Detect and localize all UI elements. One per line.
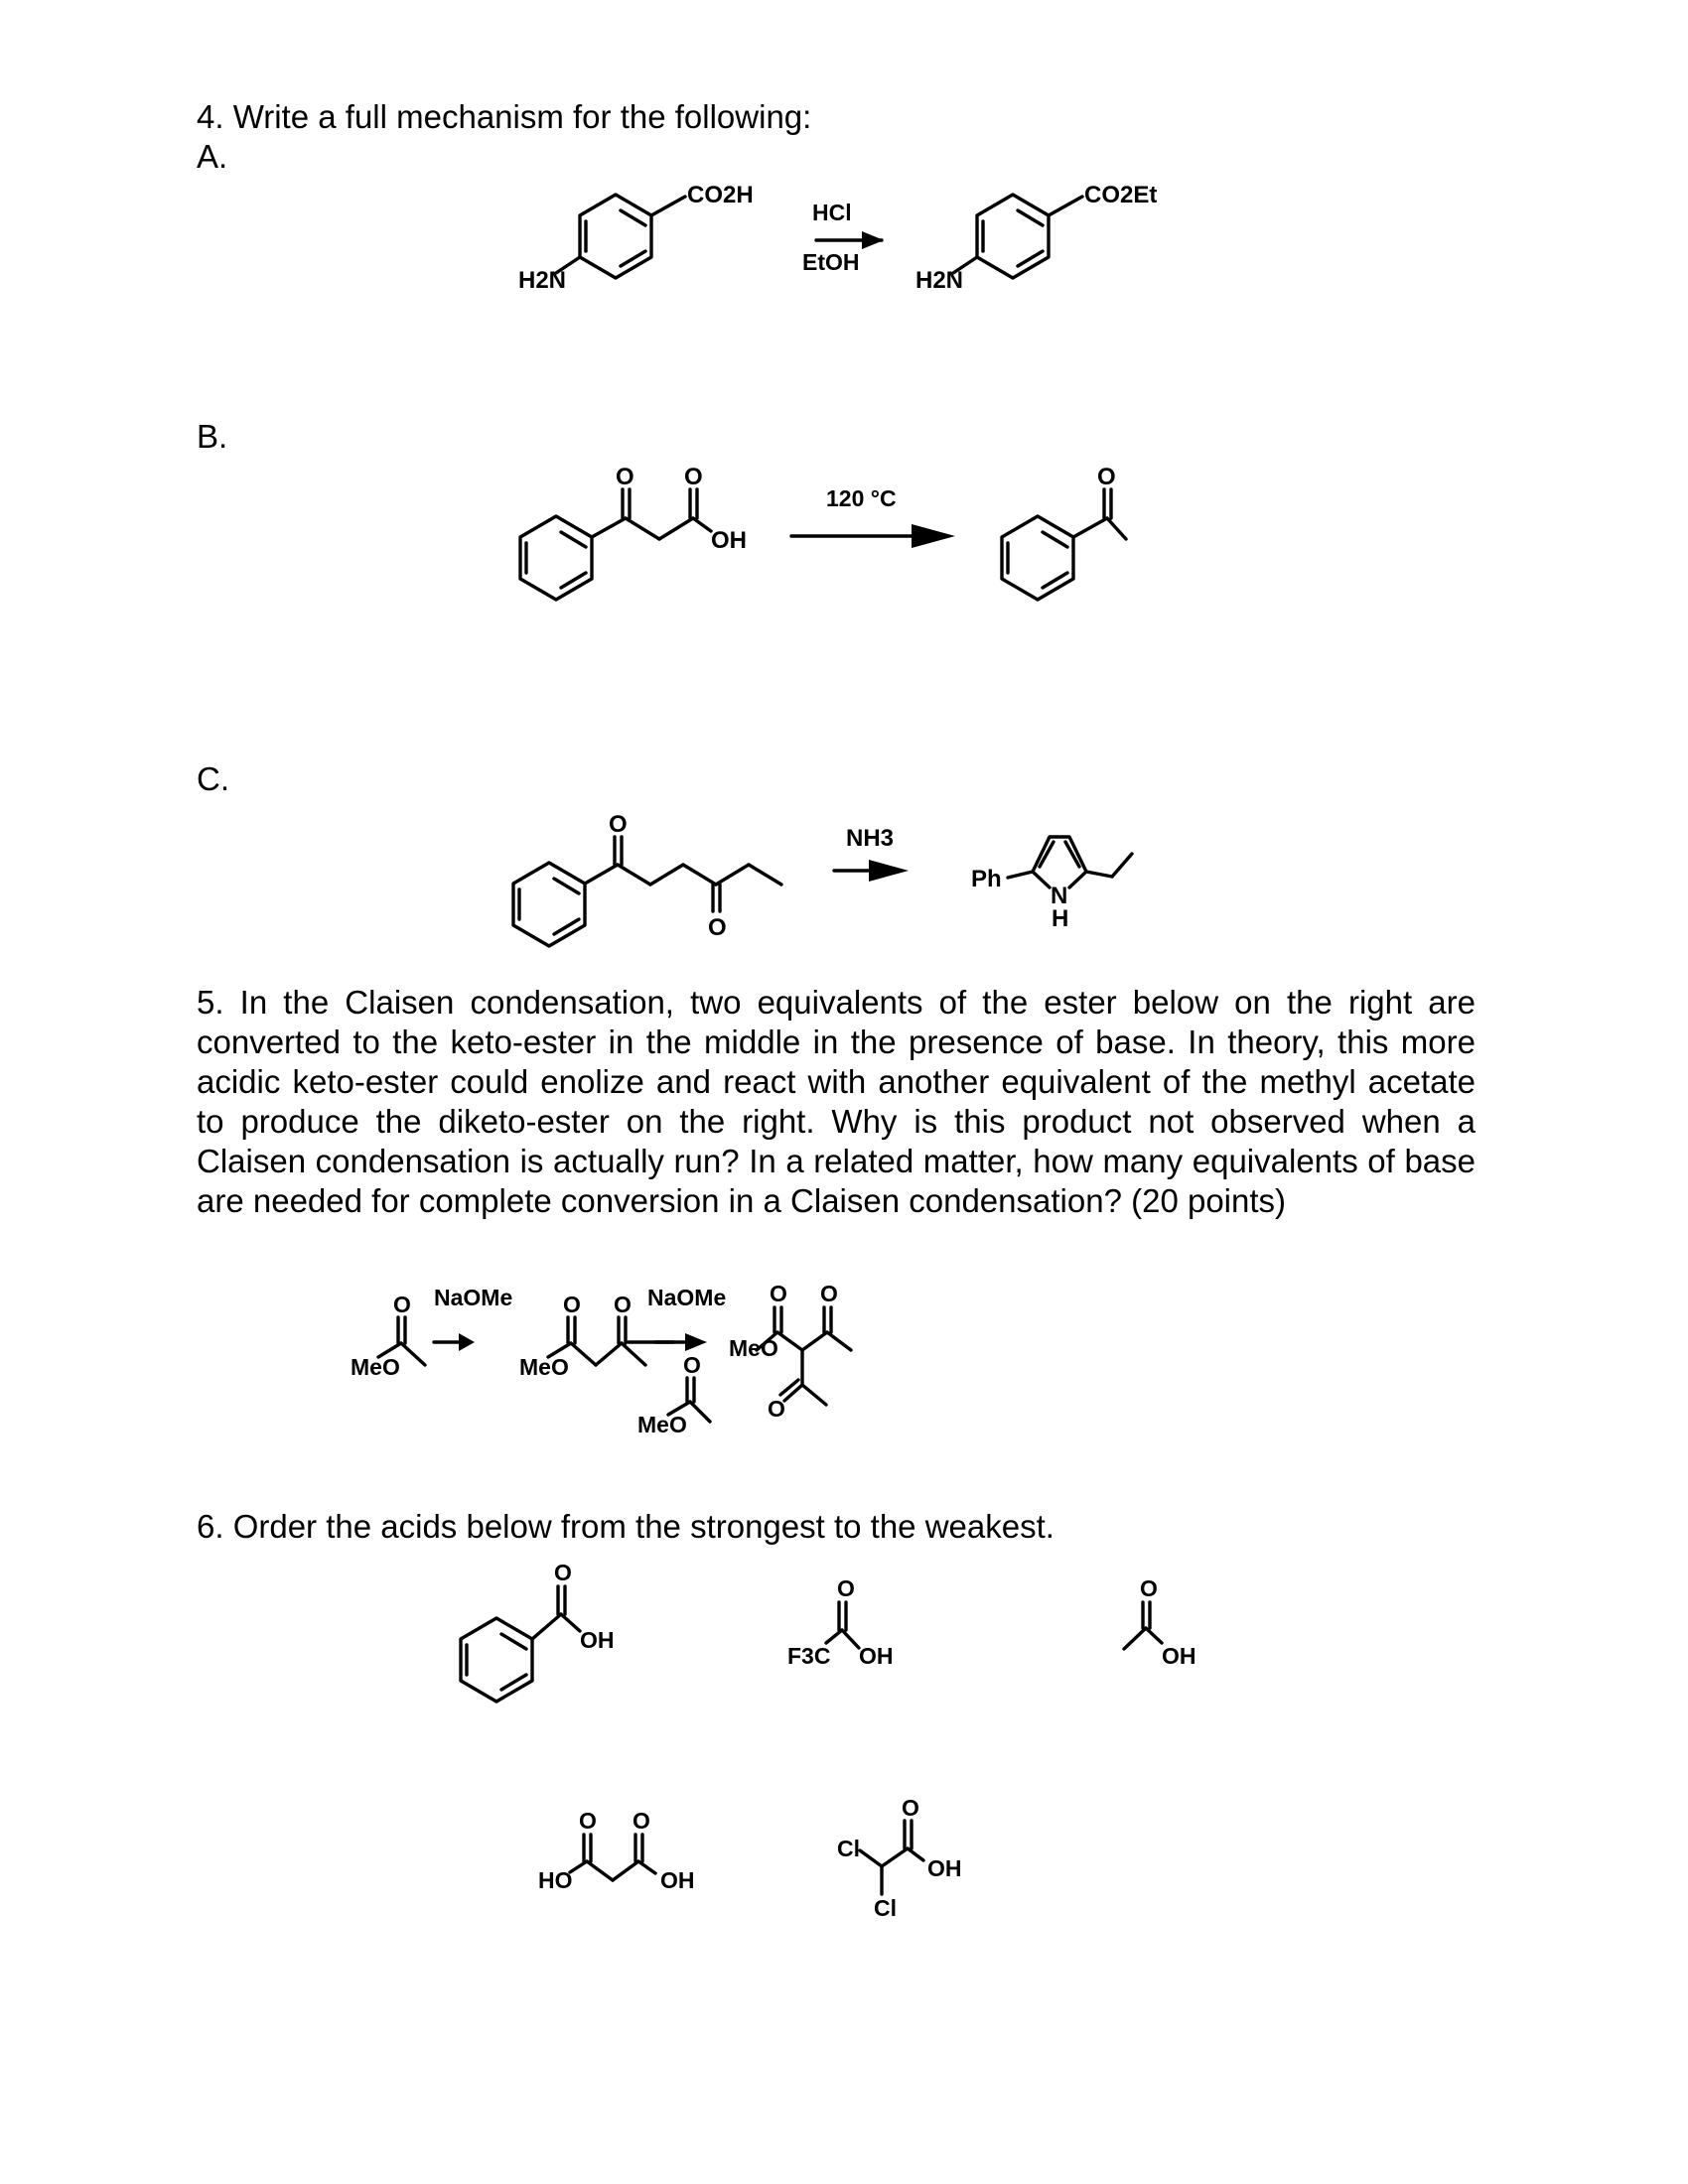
acid-o-label: O [684, 464, 703, 490]
ketone-o-label: O [609, 811, 628, 838]
trifluoromethyl-label: F3C [787, 1643, 831, 1669]
ketone-o-label: O [768, 1396, 785, 1422]
question-5-text: 5. In the Claisen condensation, two equivalents of the ester below on the right are converted to the keto-ester in the middle in the presence of base. In theory, this more acidic keto-ester could enolize and react with another equivalent of the methyl acetate to produce the diketo-ester on the right. Why is this product not observed when a Claisen condensation is actually run? In a related matter, how many equivalents of base are needed for complete conversion in a Claisen condensation? (20 points) [197, 984, 1476, 1219]
reagent-ammonia: NH3 [846, 825, 895, 852]
question-6-title: 6. Order the acids below from the strongest to the weakest. [197, 1508, 1055, 1545]
acetic-acid [1124, 1575, 1196, 1669]
reagent-etoh: EtOH [802, 249, 860, 275]
question-4-title: 4. Write a full mechanism for the following: [197, 98, 812, 135]
ketone-o-label: O [616, 464, 634, 490]
dichloroacetic-acid [837, 1795, 962, 1921]
hydrogen-label: H [1052, 905, 1069, 932]
ketone-o-label: O [1097, 464, 1116, 490]
oh-label: OH [927, 1855, 962, 1881]
nitrogen-label: N [1051, 883, 1068, 909]
oh-label: OH [580, 1627, 615, 1653]
oh-label: OH [1162, 1643, 1196, 1669]
part-a-label: A. [197, 138, 228, 175]
ketone-o-label: O [708, 914, 727, 941]
meo-label: MeO [519, 1354, 569, 1380]
ketone-o-label: O [614, 1292, 632, 1317]
carbonyl-o-label: O [393, 1292, 411, 1317]
co2h-label: CO2H [687, 182, 754, 208]
meo-label: MeO [637, 1412, 687, 1437]
condition-temperature: 120 °C [826, 485, 897, 511]
reagent-hcl: HCl [812, 200, 852, 225]
phenyl-label: Ph [971, 866, 1002, 892]
oh-label: OH [859, 1643, 894, 1669]
oh-label: OH [660, 1867, 695, 1893]
carbonyl-o-label: O [902, 1795, 919, 1821]
carbonyl-o-label: O [837, 1575, 855, 1601]
trifluoroacetic-acid [787, 1575, 894, 1669]
part-c-label: C. [197, 760, 229, 797]
reagent-naome: NaOMe [647, 1285, 727, 1310]
h2n-label: H2N [518, 267, 567, 294]
chlorine-label: Cl [874, 1895, 897, 1921]
co2et-label: CO2Et [1084, 182, 1158, 208]
ketone-o-label: O [820, 1281, 838, 1306]
meo-label: MeO [729, 1335, 778, 1361]
carbonyl-o-label: O [554, 1560, 572, 1585]
ho-label: HO [538, 1867, 573, 1893]
part-b-label: B. [197, 418, 228, 455]
chlorine-label: Cl [837, 1836, 860, 1861]
ester-o-label: O [770, 1281, 787, 1306]
ester-o-label: O [563, 1292, 581, 1317]
carbonyl-o-label: O [633, 1808, 650, 1834]
reagent-naome: NaOMe [434, 1285, 513, 1310]
benzoic-acid [461, 1560, 615, 1702]
h2n-label: H2N [915, 267, 964, 294]
meo-label: MeO [351, 1354, 400, 1380]
carbonyl-o-label: O [1140, 1575, 1158, 1601]
carbonyl-o-label: O [579, 1808, 597, 1834]
oh-label: OH [711, 527, 747, 554]
malonic-acid [538, 1808, 695, 1893]
carbonyl-o-label: O [683, 1352, 701, 1378]
